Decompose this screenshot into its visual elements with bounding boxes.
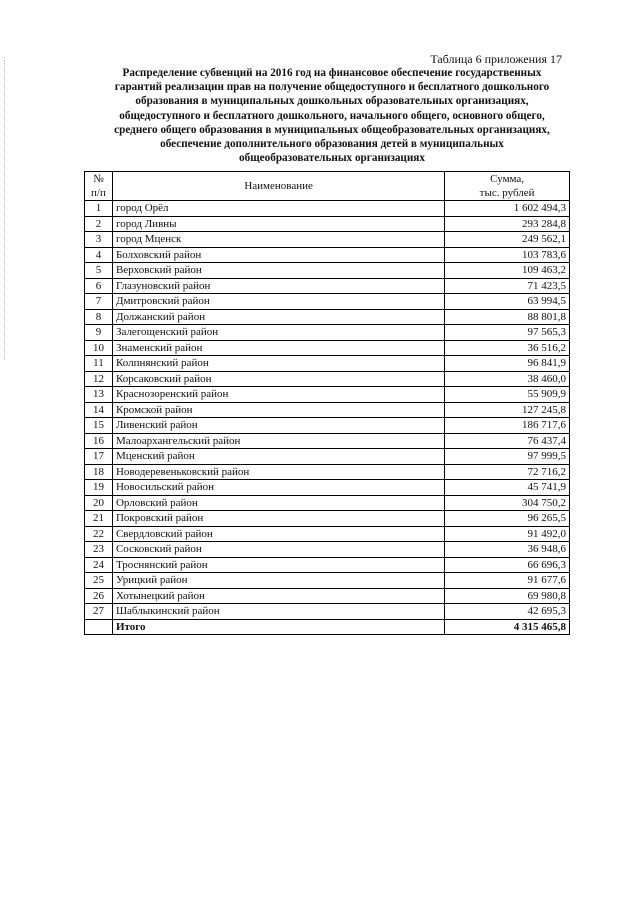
row-name: Залегощенский район [112,325,444,341]
row-number: 3 [85,232,113,248]
row-number: 1 [85,201,113,217]
table-row [85,542,570,558]
row-name: Верховский район [112,263,444,279]
row-number: 15 [85,418,113,434]
table-row [85,340,570,356]
row-sum: 71 423,5 [445,278,570,294]
row-sum: 55 909,9 [445,387,570,403]
row-name: Хотынецкий район [112,588,444,604]
header-number-line2: п/п [91,187,106,199]
table-caption: Таблица 6 приложения 17 [430,52,562,66]
row-sum: 69 980,8 [445,588,570,604]
title-line: общедоступного и бесплатного дошкольного, начального общего, основного общего, [119,109,545,122]
row-name: город Мценск [112,232,444,248]
row-number: 19 [85,480,113,496]
row-sum: 42 695,3 [445,604,570,620]
row-name: Дмитровский район [112,294,444,310]
table-row [85,201,570,217]
row-number: 16 [85,433,113,449]
row-number: 7 [85,294,113,310]
table-row [85,356,570,372]
header-sum-line1: Сумма, [490,173,525,185]
row-number: 17 [85,449,113,465]
row-sum: 186 717,6 [445,418,570,434]
row-number: 11 [85,356,113,372]
row-name: Мценский район [112,449,444,465]
row-sum: 97 999,5 [445,449,570,465]
row-name: Краснозоренский район [112,387,444,403]
row-sum: 63 994,5 [445,294,570,310]
row-number: 14 [85,402,113,418]
row-name: Шаблыкинский район [112,604,444,620]
row-name: Сосковский район [112,542,444,558]
row-sum: 36 948,6 [445,542,570,558]
table-row [85,325,570,341]
row-name: город Орёл [112,201,444,217]
row-name: Орловский район [112,495,444,511]
row-sum: 97 565,3 [445,325,570,341]
total-row [85,619,570,635]
row-number: 5 [85,263,113,279]
row-name: Кромской район [112,402,444,418]
row-name: Свердловский район [112,526,444,542]
table-row [85,263,570,279]
row-sum: 96 841,9 [445,356,570,372]
row-sum: 45 741,9 [445,480,570,496]
header-number-line1: № [93,173,104,185]
title-line: среднего общего образования в муниципальных общеобразовательных организациях, [114,123,550,136]
row-name: Ливенский район [112,418,444,434]
table-row [85,480,570,496]
title-line: общеобразовательных организациях [239,152,425,165]
scan-margin-mark [4,60,6,360]
row-name: Колпнянский район [112,356,444,372]
row-number: 9 [85,325,113,341]
row-name: Болховский район [112,247,444,263]
row-number: 6 [85,278,113,294]
row-number: 20 [85,495,113,511]
header-sum-line2: тыс. рублей [479,187,535,199]
row-number: 10 [85,340,113,356]
row-name: Троснянский район [112,557,444,573]
row-name: Корсаковский район [112,371,444,387]
row-name: Глазуновский район [112,278,444,294]
row-sum: 36 516,2 [445,340,570,356]
table-header-row [85,172,570,201]
header-name: Наименование [112,172,444,201]
row-number: 13 [85,387,113,403]
row-number: 21 [85,511,113,527]
row-name: Должанский район [112,309,444,325]
table-row [85,387,570,403]
table-row [85,526,570,542]
row-name: город Ливны [112,216,444,232]
row-sum: 91 492,0 [445,526,570,542]
table-row [85,232,570,248]
row-name: Новодеревеньковский район [112,464,444,480]
row-number: 2 [85,216,113,232]
row-sum: 72 716,2 [445,464,570,480]
table-row [85,433,570,449]
total-sum: 4 315 465,8 [445,619,570,635]
row-number: 26 [85,588,113,604]
row-number: 4 [85,247,113,263]
table-row [85,557,570,573]
title-line: гарантий реализации прав на получение общедоступного и бесплатного дошкольного [114,81,550,94]
row-sum: 66 696,3 [445,557,570,573]
table-row [85,216,570,232]
table-row [85,278,570,294]
table-row [85,247,570,263]
title-line: образования в муниципальных дошкольных образовательных организациях, [135,95,529,108]
row-sum: 293 284,8 [445,216,570,232]
document-title [62,66,602,165]
row-name: Новосильский район [112,480,444,496]
row-sum: 127 245,8 [445,402,570,418]
table-row [85,464,570,480]
row-sum: 76 437,4 [445,433,570,449]
row-name: Урицкий район [112,573,444,589]
header-number [85,172,113,201]
table-row [85,573,570,589]
row-sum: 96 265,5 [445,511,570,527]
row-number: 27 [85,604,113,620]
row-sum: 249 562,1 [445,232,570,248]
table-row [85,418,570,434]
row-name: Покровский район [112,511,444,527]
table-row [85,604,570,620]
row-sum: 109 463,2 [445,263,570,279]
row-number: 23 [85,542,113,558]
table-row [85,294,570,310]
row-sum: 91 677,6 [445,573,570,589]
table-row [85,402,570,418]
row-number: 18 [85,464,113,480]
row-number: 8 [85,309,113,325]
row-number: 25 [85,573,113,589]
total-number-cell [85,619,113,635]
row-sum: 1 602 494,3 [445,201,570,217]
row-name: Знаменский район [112,340,444,356]
title-line: обеспечение дополнительного образования детей в муниципальных [160,138,504,151]
subsidy-table [84,171,570,635]
row-number: 24 [85,557,113,573]
row-name: Малоархангельский район [112,433,444,449]
table-row [85,588,570,604]
table-row [85,309,570,325]
row-number: 22 [85,526,113,542]
row-number: 12 [85,371,113,387]
row-sum: 88 801,8 [445,309,570,325]
row-sum: 304 750,2 [445,495,570,511]
table-row [85,511,570,527]
table-row [85,449,570,465]
title-line: Распределение субвенций на 2016 год на финансовое обеспечение государственных [122,67,542,79]
table-row [85,495,570,511]
total-label: Итого [112,619,444,635]
header-sum [445,172,570,201]
table-row [85,371,570,387]
row-sum: 38 460,0 [445,371,570,387]
row-sum: 103 783,6 [445,247,570,263]
